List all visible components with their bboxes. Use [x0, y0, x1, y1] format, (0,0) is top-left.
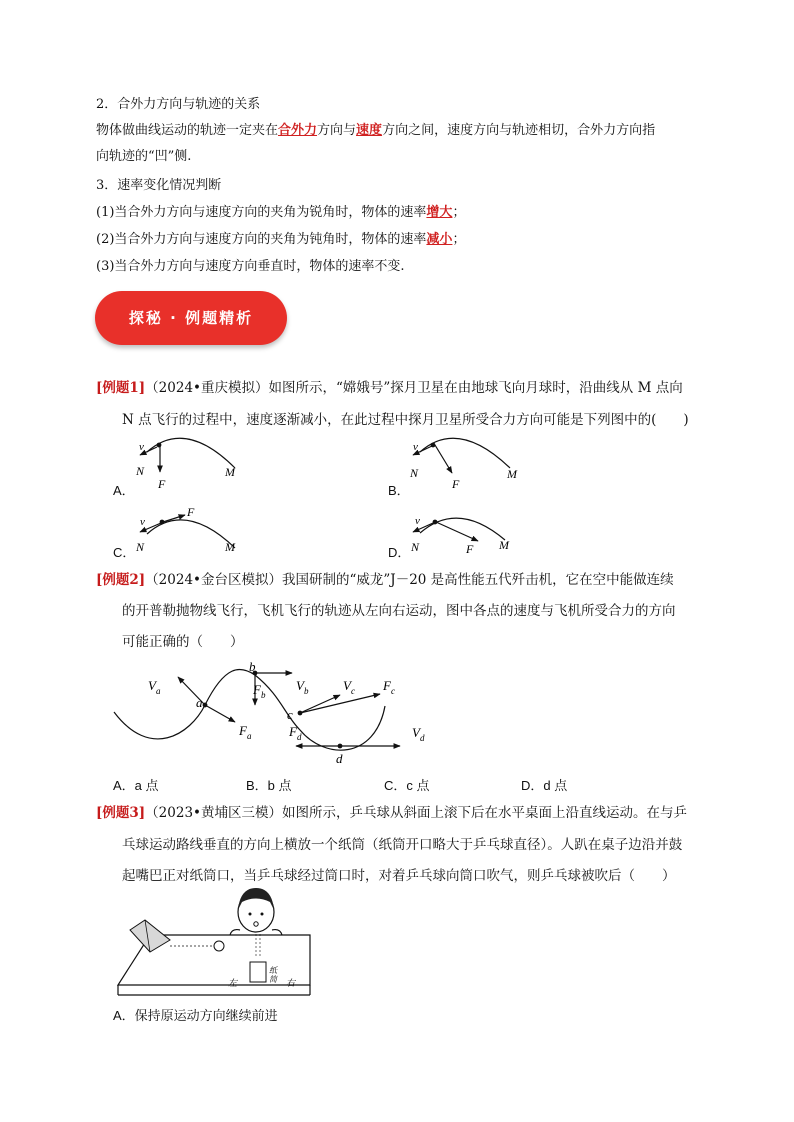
example3-line1: [例题3]（2023•黄埔区三模）如图所示，乒乓球从斜面上滚下后在水平桌面上沿直线运动。在与乒: [96, 805, 687, 821]
example1-option-d: D．: [388, 545, 411, 560]
fig3-tube-label-2: 筒: [269, 975, 277, 984]
example1-line2: N 点飞行的过程中，速度逐渐减小，在此过程中探月卫星所受合力方向可能是下列图中的( ): [122, 412, 689, 428]
fig-a-f-label: F: [158, 477, 166, 491]
example1-option-c: C．: [113, 545, 136, 560]
example3-line3: 起嘴巴正对纸筒口，当乒乓球经过筒口时，对着乒乓球向筒口吹气，则乒乓球被吹后（ ）: [122, 868, 676, 884]
section2-line2: 向轨迹的“凹”侧.: [96, 149, 192, 164]
example1-tag: [例题1]: [96, 380, 146, 396]
section2-line1: 物体做曲线运动的轨迹一定夹在合外力方向与速度方向之间，速度方向与轨迹相切，合外力方向指: [96, 123, 656, 138]
section3-item3: (3)当合外力方向与速度方向垂直时，物体的速率不变.: [96, 259, 405, 274]
vec-vc-label: $V_c$: [343, 678, 355, 696]
example1-option-c-figure: [135, 505, 236, 554]
fig-c-f-label: F: [187, 505, 195, 519]
fig-d-v-label: v: [415, 515, 420, 527]
example1-option-d-figure: [410, 515, 510, 556]
example2-option-d: D．d 点: [521, 778, 568, 793]
fig-a-n-label: N: [136, 464, 145, 478]
example1-option-a: A．: [113, 483, 135, 498]
example3-figure: [118, 888, 310, 995]
fig-d-f-label: F: [466, 542, 474, 556]
example2-option-b: B．b 点: [246, 778, 292, 793]
example2-figure: [114, 659, 425, 766]
section3-item1: (1)当合外力方向与速度方向的夹角为锐角时，物体的速率增大；: [96, 205, 466, 220]
fig3-left-label: 左: [228, 978, 238, 988]
example3-line2: 乓球运动路线垂直的方向上横放一个纸筒（纸筒开口略大于乒乓球直径）。人趴在桌子边沿并鼓: [122, 837, 683, 853]
example1-option-b: B．: [388, 483, 410, 498]
example1-option-b-figure: [409, 438, 518, 491]
fig-d-n-label: N: [411, 540, 420, 554]
section3-item2: (2)当合外力方向与速度方向的夹角为钝角时，物体的速率减小；: [96, 232, 466, 247]
point-b-label: b: [249, 659, 256, 674]
point-d-label: d: [336, 751, 343, 766]
example2-line3: 可能正确的（ ）: [122, 634, 244, 650]
vec-va-label: $V_a$: [148, 678, 161, 696]
vec-vb-label: $V_b$: [296, 678, 309, 696]
badge-label: 探秘 · 例题精析: [128, 309, 254, 327]
keyword-net-force: 合外力: [278, 123, 318, 138]
example2-tag: [例题2]: [96, 572, 146, 588]
fig-b-m-label: M: [507, 467, 517, 481]
fig-a-v-label: v: [139, 441, 144, 453]
fig-c-m-label: M: [225, 540, 235, 554]
fig-d-m-label: M: [499, 538, 509, 552]
example1-option-a-figure: [135, 438, 236, 491]
fig-c-v-label: v: [140, 516, 145, 528]
fig-b-v-label: v: [413, 441, 418, 453]
keyword-decrease: 减小: [426, 232, 453, 247]
keyword-velocity: 速度: [356, 123, 383, 138]
fig-a-m-label: M: [225, 465, 235, 479]
vec-fc-label: $F_c$: [383, 678, 395, 696]
fig-b-n-label: N: [410, 466, 419, 480]
example2-option-a: A．a 点: [113, 778, 159, 793]
vec-fb-label: $F_b$: [253, 682, 266, 700]
example2-line1: [例题2]（2024•金台区模拟）我国研制的“威龙”J－20 是高性能五代歼击机，它在空中能做连续: [96, 572, 674, 588]
example3-tag: [例题3]: [96, 805, 146, 821]
fig3-tube-label-1: 纸: [269, 966, 277, 975]
keyword-increase: 增大: [426, 205, 453, 220]
fig-b-f-label: F: [452, 477, 460, 491]
example2-line2: 的开普勒抛物线飞行，飞机飞行的轨迹从左向右运动，图中各点的速度与飞机所受合力的方向: [122, 603, 676, 619]
point-a-label: a: [196, 695, 203, 710]
section2-heading: 2．合外力方向与轨迹的关系: [96, 97, 261, 112]
vec-fd-label: $F_d$: [289, 724, 302, 742]
fig-c-n-label: N: [136, 540, 145, 554]
fig3-right-label: 右: [286, 978, 296, 988]
example3-option-a: A．保持原运动方向继续前进: [113, 1008, 278, 1023]
example1-line1: [例题1]（2024•重庆模拟）如图所示，“嫦娥号”探月卫星在由地球飞向月球时，沿曲线从 M 点向: [96, 380, 683, 396]
vec-fa-label: $F_a$: [239, 723, 252, 741]
vec-vd-label: $V_d$: [412, 725, 425, 743]
section3-heading: 3．速率变化情况判断: [96, 178, 222, 193]
example2-option-c: C．c 点: [384, 778, 430, 793]
point-c-label: c: [287, 707, 293, 722]
